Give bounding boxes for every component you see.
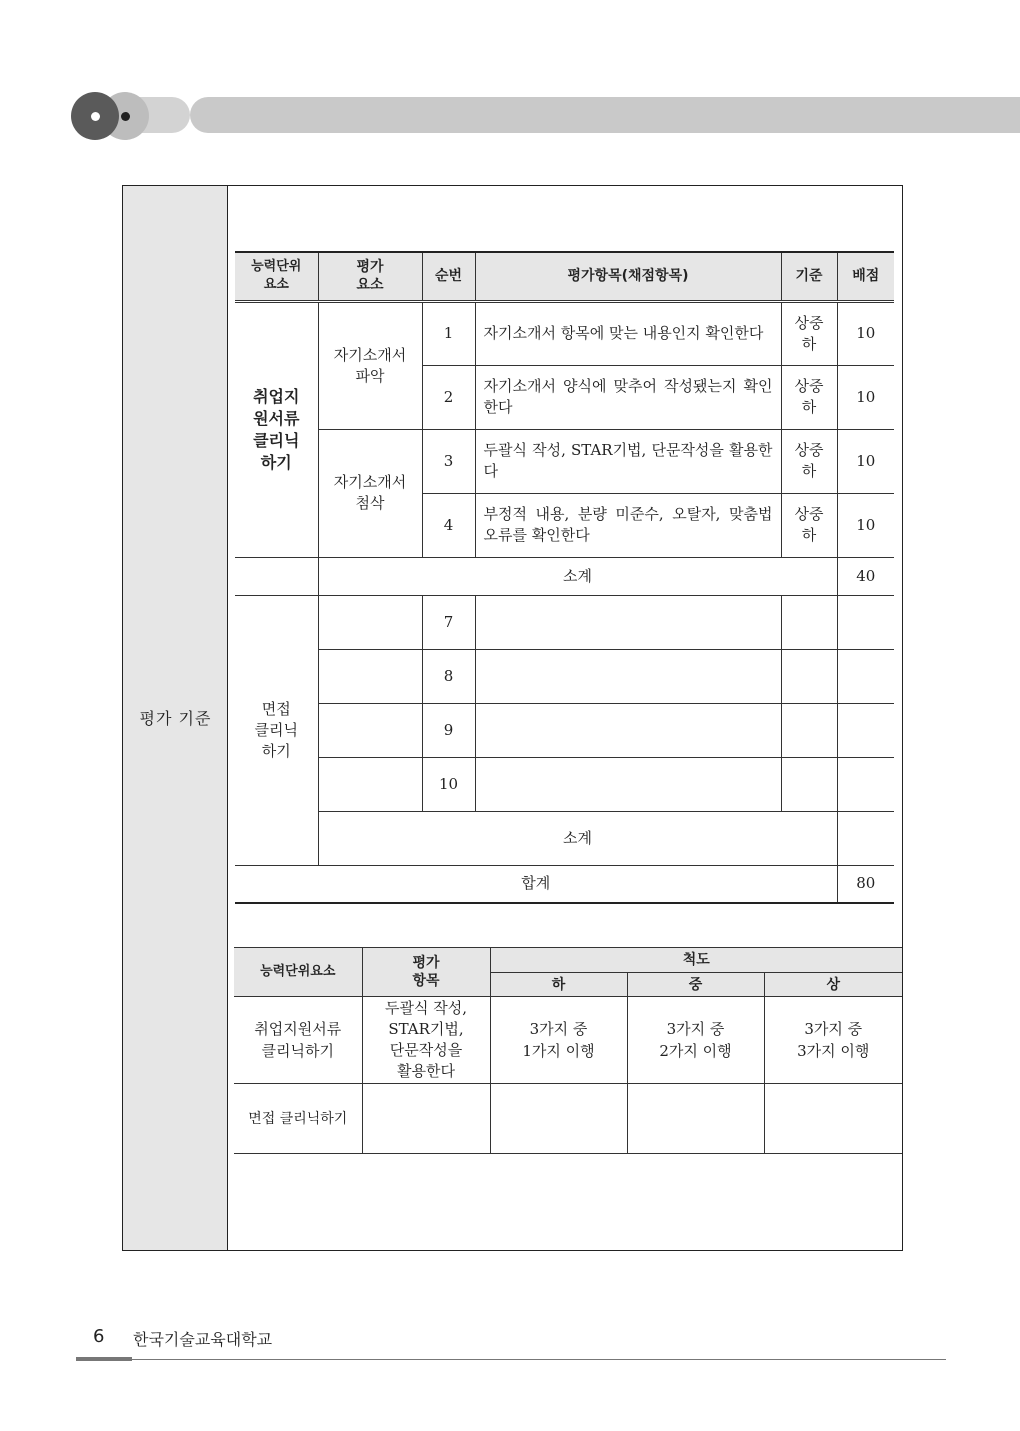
standard-cell: 상중 하 bbox=[781, 493, 837, 557]
header-bar bbox=[190, 97, 1020, 133]
standard-cell: 상중 하 bbox=[781, 429, 837, 493]
footer-rule bbox=[76, 1359, 946, 1360]
table-row bbox=[234, 1084, 902, 1154]
footer-accent-bar bbox=[76, 1357, 132, 1361]
rubric-high-cell: 3가지 중 3가지 이행 bbox=[764, 997, 902, 1084]
points-cell bbox=[837, 703, 894, 757]
points-cell bbox=[837, 757, 894, 811]
rubric-table bbox=[234, 947, 902, 1154]
eval-item-cell bbox=[475, 757, 781, 811]
eval-item-cell bbox=[475, 595, 781, 649]
section-label: 평가 기준 bbox=[139, 709, 212, 728]
table-header-row bbox=[235, 252, 894, 301]
standard-cell bbox=[781, 757, 837, 811]
subtotal-label: 소계 bbox=[318, 557, 837, 595]
header-unit-element: 능력단위 요소 bbox=[235, 252, 318, 301]
seq-cell: 4 bbox=[422, 493, 475, 557]
rubric-header-unit: 능력단위요소 bbox=[234, 948, 362, 997]
standard-cell: 상중 하 bbox=[781, 301, 837, 365]
evaluation-table bbox=[235, 251, 894, 904]
rubric-header-row bbox=[234, 948, 902, 973]
seq-cell: 8 bbox=[422, 649, 475, 703]
table-row bbox=[234, 997, 902, 1084]
total-row bbox=[235, 865, 894, 903]
seq-cell: 3 bbox=[422, 429, 475, 493]
eval-item-cell: 부정적 내용, 분량 미준수, 오탈자, 맞춤법 오류를 확인한다 bbox=[475, 493, 781, 557]
rubric-header-low: 하 bbox=[490, 973, 627, 997]
points-cell bbox=[837, 649, 894, 703]
subtotal-row bbox=[235, 811, 894, 865]
header-eval-item: 평가항목(채점항목) bbox=[475, 252, 781, 301]
eval-item-cell: 자기소개서 항목에 맞는 내용인지 확인한다 bbox=[475, 301, 781, 365]
subtotal-points: 40 bbox=[837, 557, 894, 595]
seq-cell: 10 bbox=[422, 757, 475, 811]
eval-element-cell bbox=[318, 703, 422, 757]
rubric-unit-cell: 면접 클리닉하기 bbox=[234, 1084, 362, 1154]
header-dot-white bbox=[91, 112, 100, 121]
eval-element-cell bbox=[318, 757, 422, 811]
table-row bbox=[235, 595, 894, 649]
rubric-low-cell bbox=[490, 1084, 627, 1154]
points-cell bbox=[837, 595, 894, 649]
points-cell: 10 bbox=[837, 365, 894, 429]
rubric-header-item: 평가 항목 bbox=[362, 948, 490, 997]
eval-item-cell bbox=[475, 649, 781, 703]
rubric-high-cell bbox=[764, 1084, 902, 1154]
subtotal-label: 소계 bbox=[318, 811, 837, 865]
eval-item-cell bbox=[475, 703, 781, 757]
header-dot-black bbox=[121, 112, 130, 121]
unit-element-cell: 면접 클리닉 하기 bbox=[235, 595, 318, 865]
table-row bbox=[235, 649, 894, 703]
eval-item-cell: 자기소개서 양식에 맞추어 작성됐는지 확인한다 bbox=[475, 365, 781, 429]
rubric-unit-cell: 취업지원서류 클리닉하기 bbox=[234, 997, 362, 1084]
standard-cell bbox=[781, 649, 837, 703]
standard-cell bbox=[781, 703, 837, 757]
unit-element-cell: 취업지 원서류 클리닉 하기 bbox=[235, 301, 318, 557]
seq-cell: 7 bbox=[422, 595, 475, 649]
table-row bbox=[235, 429, 894, 493]
eval-element-cell bbox=[318, 595, 422, 649]
rubric-mid-cell bbox=[627, 1084, 764, 1154]
standard-cell bbox=[781, 595, 837, 649]
rubric-low-cell: 3가지 중 1가지 이행 bbox=[490, 997, 627, 1084]
rubric-header-mid: 중 bbox=[627, 973, 764, 997]
eval-item-cell: 두괄식 작성, STAR기법, 단문작성을 활용한다 bbox=[475, 429, 781, 493]
seq-cell: 1 bbox=[422, 301, 475, 365]
points-cell: 10 bbox=[837, 301, 894, 365]
rubric-item-cell: 두괄식 작성, STAR기법, 단문작성을 활용한다 bbox=[362, 997, 490, 1084]
header-standard: 기준 bbox=[781, 252, 837, 301]
page-number: 6 bbox=[93, 1326, 105, 1347]
subtotal-row bbox=[235, 557, 894, 595]
table-row bbox=[235, 757, 894, 811]
rubric-header-high: 상 bbox=[764, 973, 902, 997]
table-row bbox=[235, 301, 894, 365]
rubric-header-scale: 척도 bbox=[490, 948, 902, 973]
eval-element-cell bbox=[318, 649, 422, 703]
points-cell: 10 bbox=[837, 493, 894, 557]
subtotal-points bbox=[837, 811, 894, 865]
seq-cell: 9 bbox=[422, 703, 475, 757]
header-points: 배점 bbox=[837, 252, 894, 301]
eval-element-cell: 자기소개서 첨삭 bbox=[318, 429, 422, 557]
header-seq: 순번 bbox=[422, 252, 475, 301]
frame-label-column bbox=[123, 186, 228, 1250]
seq-cell: 2 bbox=[422, 365, 475, 429]
rubric-mid-cell: 3가지 중 2가지 이행 bbox=[627, 997, 764, 1084]
rubric-item-cell bbox=[362, 1084, 490, 1154]
table-row bbox=[235, 703, 894, 757]
header-eval-element: 평가 요소 bbox=[318, 252, 422, 301]
points-cell: 10 bbox=[837, 429, 894, 493]
footer-institution: 한국기술교육대학교 bbox=[133, 1330, 273, 1349]
eval-element-cell: 자기소개서 파악 bbox=[318, 301, 422, 429]
total-label: 합계 bbox=[235, 865, 837, 903]
total-points: 80 bbox=[837, 865, 894, 903]
standard-cell: 상중 하 bbox=[781, 365, 837, 429]
